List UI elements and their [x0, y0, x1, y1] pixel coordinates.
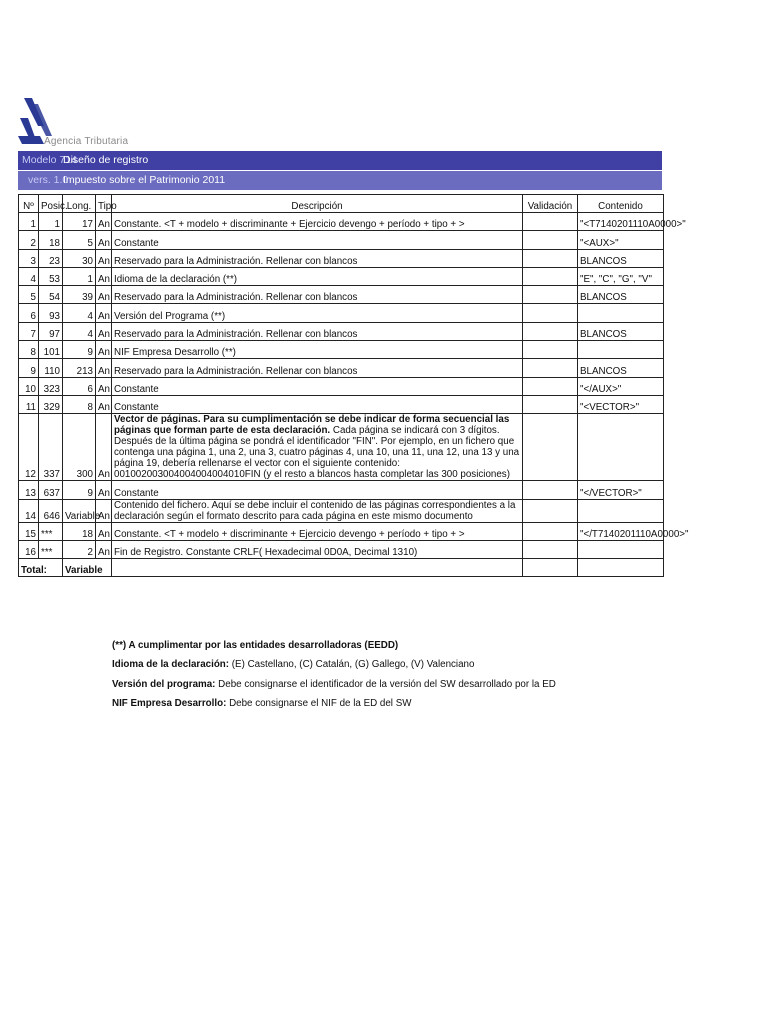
cell-len: 300: [63, 414, 96, 481]
cell-val: [523, 231, 578, 249]
cell-n: 5: [19, 286, 39, 304]
note-idioma-label: Idioma de la declaración:: [112, 659, 230, 671]
cell-desc: Fin de Registro. Constante CRLF( Hexadecimal 0D0A, Decimal 1310): [112, 540, 523, 558]
cell-n: 10: [19, 377, 39, 395]
cell-cont: BLANCOS: [578, 322, 664, 340]
cell-n: 12: [19, 414, 39, 481]
cell-tipo: An: [96, 213, 112, 231]
cell-val: [523, 481, 578, 499]
version-label: vers. 1.0: [28, 174, 69, 186]
cell-pos: 637: [39, 481, 63, 499]
cell-len: 17: [63, 213, 96, 231]
cell-n: 3: [19, 249, 39, 267]
table-row: [19, 304, 664, 322]
cell-cont: [578, 414, 664, 481]
cell-n: 9: [19, 359, 39, 377]
cell-n: 2: [19, 231, 39, 249]
total-row: [19, 559, 664, 577]
cell-cont: "<VECTOR>": [578, 395, 664, 413]
cell-len: 8: [63, 395, 96, 413]
modelo-label: Modelo 714: [22, 154, 77, 166]
cell-pos: 23: [39, 249, 63, 267]
note-version-label: Versión del programa:: [112, 678, 216, 690]
col-header-contenido: Contenido: [578, 195, 664, 213]
cell-tipo: An: [96, 522, 112, 540]
table-row: [19, 481, 664, 499]
cell-cont: "</VECTOR>": [578, 481, 664, 499]
cell-n: 6: [19, 304, 39, 322]
cell-tipo: An: [96, 249, 112, 267]
total-length: Variable: [63, 559, 112, 577]
cell-n: 16: [19, 540, 39, 558]
table-row: [19, 322, 664, 340]
cell-val: [523, 359, 578, 377]
cell-pos: 93: [39, 304, 63, 322]
cell-len: 4: [63, 304, 96, 322]
cell-desc: Constante: [112, 231, 523, 249]
cell-cont: [578, 499, 664, 522]
desc-text: Cada página se indicará con 3 dígitos. Después de la última página se pondrá el identificador "FIN". Por ejemplo, en un fichero que contenga una página 1, una 2, una 3, cuatro páginas 4, una 10, una 11, una 12, una 13 y una página 19, debería rellenarse el vector con el siguiente contenido: 001002003004004004004010FIN (y el resto a blancos hasta completar las 300 posiciones): [114, 425, 520, 481]
col-header-tipo: Tipo: [96, 195, 112, 213]
cell-empty: [578, 559, 664, 577]
cell-desc: Constante: [112, 395, 523, 413]
cell-cont: "</AUX>": [578, 377, 664, 395]
cell-desc: Constante. <T + modelo + discriminante + Ejercicio devengo + período + tipo + >: [112, 522, 523, 540]
col-header-posic: Posic.: [39, 195, 63, 213]
cell-tipo: An: [96, 481, 112, 499]
cell-pos: 18: [39, 231, 63, 249]
cell-pos: 101: [39, 341, 63, 359]
cell-n: 1: [19, 213, 39, 231]
cell-tipo: An: [96, 322, 112, 340]
cell-n: 8: [19, 341, 39, 359]
brand-name: Agencia Tributaria: [44, 136, 129, 147]
cell-pos: 53: [39, 267, 63, 285]
table-row: [19, 286, 664, 304]
cell-pos: ***: [39, 522, 63, 540]
cell-pos: 110: [39, 359, 63, 377]
cell-val: [523, 322, 578, 340]
table-row: [19, 267, 664, 285]
cell-desc: Reservado para la Administración. Rellenar con blancos: [112, 322, 523, 340]
cell-desc: NIF Empresa Desarrollo (**): [112, 341, 523, 359]
cell-tipo: An: [96, 499, 112, 522]
cell-pos: 1: [39, 213, 63, 231]
cell-val: [523, 341, 578, 359]
cell-len: 18: [63, 522, 96, 540]
cell-n: 13: [19, 481, 39, 499]
table-row: [19, 249, 664, 267]
cell-val: [523, 249, 578, 267]
col-header-descripcion: Descripción: [112, 195, 523, 213]
record-layout-table: [18, 194, 689, 577]
cell-len: 39: [63, 286, 96, 304]
cell-cont: "E", "C", "G", "V": [578, 267, 664, 285]
note-nif-text: Debe consignarse el NIF de la ED del SW: [226, 697, 412, 709]
cell-tipo: An: [96, 395, 112, 413]
cell-empty: [523, 559, 578, 577]
cell-val: [523, 522, 578, 540]
cell-cont: BLANCOS: [578, 359, 664, 377]
cell-desc: Reservado para la Administración. Rellenar con blancos: [112, 359, 523, 377]
cell-desc: Constante. <T + modelo + discriminante + Ejercicio devengo + período + tipo + >: [112, 213, 523, 231]
cell-cont: "</T7140201110A0000>": [578, 522, 664, 540]
cell-tipo: An: [96, 377, 112, 395]
cell-cont: "<AUX>": [578, 231, 664, 249]
cell-cont: BLANCOS: [578, 249, 664, 267]
cell-len: 9: [63, 481, 96, 499]
cell-n: 11: [19, 395, 39, 413]
cell-pos: 323: [39, 377, 63, 395]
note-idioma-text: (E) Castellano, (C) Catalán, (G) Gallego, (V) Valenciano: [229, 659, 475, 671]
cell-val: [523, 499, 578, 522]
cell-len: 2: [63, 540, 96, 558]
cell-tipo: An: [96, 286, 112, 304]
cell-len: 5: [63, 231, 96, 249]
table-row: [19, 341, 664, 359]
cell-pos: ***: [39, 540, 63, 558]
table-header-row: [19, 195, 664, 213]
table-row: [19, 414, 664, 481]
cell-len: 4: [63, 322, 96, 340]
cell-val: [523, 267, 578, 285]
cell-cont: [578, 540, 664, 558]
cell-len: 9: [63, 341, 96, 359]
modelo-value: Diseño de registro: [63, 154, 149, 166]
note-version-text: Debe consignarse el identificador de la versión del SW desarrollado por la ED: [215, 678, 556, 690]
cell-cont: [578, 341, 664, 359]
table-row: [19, 377, 664, 395]
cell-pos: 646: [39, 499, 63, 522]
cell-val: [523, 286, 578, 304]
col-header-n: Nº: [19, 195, 39, 213]
cell-pos: 97: [39, 322, 63, 340]
cell-n: 7: [19, 322, 39, 340]
col-header-validacion: Validación: [523, 195, 578, 213]
note-nif: [112, 694, 672, 713]
table-row: [19, 213, 664, 231]
cell-tipo: An: [96, 231, 112, 249]
cell-val: [523, 540, 578, 558]
table-row: [19, 499, 664, 522]
cell-pos: 329: [39, 395, 63, 413]
note-nif-label: NIF Empresa Desarrollo:: [112, 697, 227, 709]
notes-section: [112, 636, 672, 713]
cell-len: 1: [63, 267, 96, 285]
col-header-long: Long.: [63, 195, 96, 213]
cell-desc: [112, 414, 523, 481]
cell-cont: [578, 304, 664, 322]
desc-bold-text: Vector de páginas. Para su cumplimentación se debe indicar de forma secuencial las páginas que forman parte de esta declaración.: [114, 414, 510, 437]
cell-tipo: An: [96, 540, 112, 558]
cell-pos: 54: [39, 286, 63, 304]
cell-desc: Idioma de la declaración (**): [112, 267, 523, 285]
version-value: Impuesto sobre el Patrimonio 2011: [63, 174, 226, 186]
table-row: [19, 395, 664, 413]
cell-tipo: An: [96, 359, 112, 377]
cell-val: [523, 414, 578, 481]
header-modelo-bar: [18, 151, 662, 170]
note-idioma: [112, 655, 672, 674]
cell-len: 213: [63, 359, 96, 377]
cell-len: 6: [63, 377, 96, 395]
table-row: [19, 522, 664, 540]
table-row: [19, 540, 664, 558]
cell-tipo: An: [96, 414, 112, 481]
cell-val: [523, 395, 578, 413]
cell-n: 14: [19, 499, 39, 522]
cell-desc: Reservado para la Administración. Rellenar con blancos: [112, 286, 523, 304]
cell-tipo: An: [96, 341, 112, 359]
cell-tipo: An: [96, 304, 112, 322]
cell-desc: Constante: [112, 377, 523, 395]
table-row: [19, 359, 664, 377]
cell-val: [523, 377, 578, 395]
cell-val: [523, 213, 578, 231]
cell-val: [523, 304, 578, 322]
cell-len: Variable: [63, 499, 96, 522]
cell-cont: BLANCOS: [578, 286, 664, 304]
cell-cont: "<T7140201110A0000>": [578, 213, 664, 231]
cell-n: 4: [19, 267, 39, 285]
cell-desc: Contenido del fichero. Aquí se debe incluir el contenido de las páginas correspondientes a la declaración según el formato descrito para cada página en este mismo documento: [112, 499, 523, 522]
total-label: Total:: [19, 559, 63, 577]
note-version: [112, 675, 672, 694]
cell-desc: Reservado para la Administración. Rellenar con blancos: [112, 249, 523, 267]
table-row: [19, 231, 664, 249]
cell-empty: [112, 559, 523, 577]
header-version-bar: [18, 171, 662, 190]
cell-len: 30: [63, 249, 96, 267]
notes-title: (**) A cumplimentar por las entidades desarrolladoras (EEDD): [112, 640, 399, 651]
cell-pos: 337: [39, 414, 63, 481]
cell-desc: Versión del Programa (**): [112, 304, 523, 322]
cell-desc: Constante: [112, 481, 523, 499]
cell-tipo: An: [96, 267, 112, 285]
cell-n: 15: [19, 522, 39, 540]
